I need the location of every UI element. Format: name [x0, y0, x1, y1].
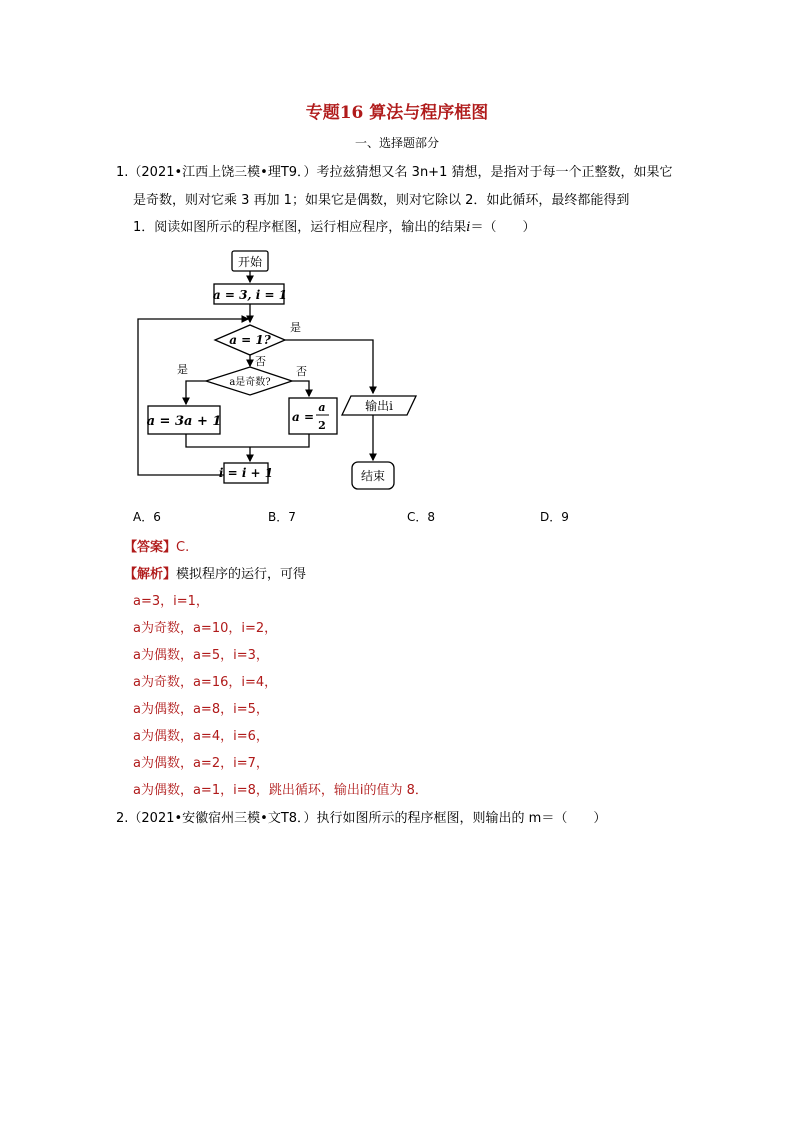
start-label: 开始 — [237, 255, 263, 269]
output-label: 输出i — [365, 399, 393, 413]
cond2-yes-label: 是 — [177, 363, 188, 376]
cond1-label: a = 1? — [229, 333, 271, 347]
answer-line — [124, 536, 189, 555]
cond2-label: a是奇数? — [229, 377, 271, 388]
solution-step: a为偶数，a=2，i=7， — [133, 756, 269, 771]
q2-line: 2.（2021•安徽宿州三模•文T8．）执行如图所示的程序框图，则输出的 m＝（ ） — [116, 811, 607, 826]
odd-assign-label: a = 3a + 1 — [146, 414, 222, 429]
even-assign-num: a — [318, 401, 326, 414]
even-assign-lhs: a = — [292, 410, 315, 424]
page-title: 专题16 算法与程序框图 — [305, 103, 489, 123]
q1-line-1: 1.（2021•江西上饶三模•理T9．）考拉兹猜想又名 3n+1 猜想，是指对于每一个正整数，如果它 — [116, 165, 673, 180]
flowchart — [130, 245, 430, 495]
section-heading: 一、选择题部分 — [354, 136, 439, 150]
q1-line-3-tail: ＝（ ） — [470, 220, 536, 235]
end-label: 结束 — [360, 469, 386, 483]
solution-step: a=3，i=1， — [133, 594, 209, 609]
even-assign-den: 2 — [318, 419, 326, 432]
answer-value: C. — [176, 540, 190, 555]
init-label: a = 3, i = 1 — [212, 288, 288, 302]
q1-line-3-text: 1．阅读如图所示的程序框图，运行相应程序，输出的结果 — [133, 220, 467, 235]
option-d: D．9 — [540, 510, 569, 524]
solution-step: a为奇数，a=16，i=4， — [133, 675, 278, 690]
increment-label: i = i + 1 — [218, 466, 274, 480]
solution-step: a为偶数，a=5，i=3， — [133, 648, 269, 663]
cond1-yes-label: 是 — [290, 321, 301, 334]
solution-step: a为偶数，a=4，i=6， — [133, 729, 269, 744]
option-c: C．8 — [407, 510, 436, 524]
option-a: A．6 — [133, 510, 161, 524]
solution-step: a为偶数，a=8，i=5， — [133, 702, 269, 717]
analysis-line — [124, 563, 306, 582]
q1-line-3-var: i — [466, 220, 471, 235]
solution-step: a为偶数，a=1，i=8，跳出循环，输出i的值为 8． — [133, 783, 428, 798]
cond1-no-label: 否 — [255, 355, 266, 368]
option-b: B．7 — [268, 510, 296, 524]
q1-line-2: 是奇数，则对它乘 3 再加 1；如果它是偶数，则对它除以 2．如此循环，最终都能得到 — [133, 193, 630, 208]
cond2-no-label: 否 — [296, 365, 307, 378]
analysis-text: 模拟程序的运行，可得 — [176, 567, 307, 582]
solution-step: a为奇数，a=10，i=2， — [133, 621, 278, 636]
analysis-tag: 【解析】 — [124, 567, 177, 582]
q1-line-3 — [133, 216, 535, 235]
answer-tag: 【答案】 — [124, 540, 177, 555]
